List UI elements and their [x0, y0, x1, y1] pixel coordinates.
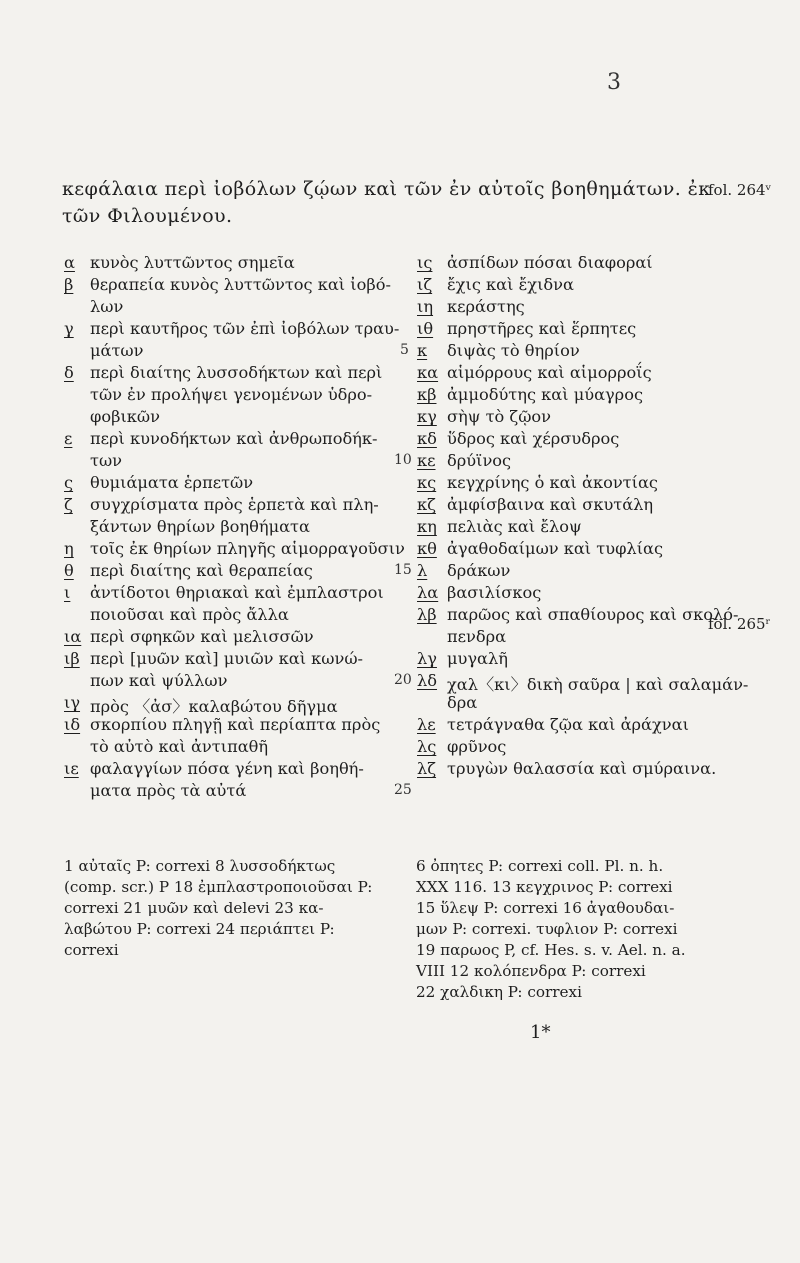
chapter-title: πων καὶ ψύλλων	[90, 671, 228, 690]
chapter-title: ἔχις καὶ ἔχιδνα	[447, 275, 574, 294]
chapter-title: περὶ σφηκῶν καὶ μελισσῶν	[90, 627, 314, 646]
chapter-number: κγ	[417, 407, 437, 426]
chapter-title: περὶ κυνοδήκτων καὶ ἀνθρωποδήκ-	[90, 429, 378, 448]
chapter-title: ποιοῦσαι καὶ πρὸς ἄλλα	[90, 605, 289, 624]
chapter-number: δ	[64, 363, 74, 382]
chapter-title: φοβικῶν	[90, 407, 160, 426]
apparatus-line: correxi 21 μυῶν καὶ delevi 23 κα-	[64, 899, 324, 917]
chapter-title: πελιὰς καὶ ἔλοψ	[447, 517, 582, 536]
apparatus-line: correxi	[64, 941, 119, 959]
chapter-title: θεραπεία κυνὸς λυττῶντος καὶ ἰοβό-	[90, 275, 391, 294]
line-number: 10	[394, 452, 412, 468]
chapter-number: κζ	[417, 495, 436, 514]
apparatus-line: λαβώτου P: correxi 24 περιάπτει P:	[64, 920, 335, 938]
apparatus-left	[64, 856, 372, 961]
chapter-title: παρῶος καὶ σπαθίουρος καὶ σκολό-	[447, 605, 739, 624]
apparatus-line: 1 αὐταῖς P: correxi 8 λυσσοδήκτως	[64, 857, 336, 875]
chapter-title: λων	[90, 297, 124, 316]
chapter-title: δρα	[447, 693, 478, 712]
apparatus-line: XXX 116. 13 κεγχρινος P: correxi	[416, 878, 673, 896]
chapter-title: σκορπίου πληγῇ καὶ περίαπτα πρὸς	[90, 715, 381, 734]
chapter-number: ιδ	[64, 715, 81, 734]
chapter-number: ς	[64, 473, 74, 492]
chapter-number: λβ	[417, 605, 437, 624]
chapter-number: ις	[417, 253, 433, 272]
folio-note-264v: fol. 264ᵛ	[708, 181, 772, 199]
line-number: 20	[394, 672, 412, 688]
chapter-title: κεγχρίνης ὁ καὶ ἀκοντίας	[447, 473, 658, 492]
signature-mark: 1*	[530, 1022, 551, 1043]
chapter-title: ξάντων θηρίων βοηθήματα	[90, 517, 310, 536]
chapter-number: η	[64, 539, 74, 558]
chapter-number: κα	[417, 363, 439, 382]
chapter-title: ἀσπίδων πόσαι διαφοραί	[447, 253, 653, 272]
chapter-number: θ	[64, 561, 74, 580]
chapter-number: ιθ	[417, 319, 434, 338]
line-number: 25	[394, 782, 412, 798]
chapter-title: ἀμμοδύτης καὶ μύαγρος	[447, 385, 644, 404]
chapter-number: λδ	[417, 671, 438, 690]
heading-line-2: τῶν Φιλουμένου.	[62, 205, 233, 227]
chapter-number: κς	[417, 473, 437, 492]
apparatus-line: VIII 12 κολόπενδρα P: correxi	[416, 962, 646, 980]
chapter-title: ματα πρὸς τὰ αὐτά	[90, 781, 247, 800]
chapter-number: ι	[64, 583, 71, 602]
chapter-number: λ	[417, 561, 428, 580]
apparatus-right	[416, 856, 686, 1003]
chapter-number: ιζ	[417, 275, 433, 294]
chapter-number: ζ	[64, 495, 73, 514]
apparatus-line: 19 παρωος P, cf. Hes. s. v. Ael. n. a.	[416, 941, 686, 959]
chapter-number: ιη	[417, 297, 434, 316]
chapter-number: ια	[64, 627, 82, 646]
chapter-number: ε	[64, 429, 73, 448]
chapter-title: διψὰς τὸ θηρίον	[447, 341, 580, 360]
chapter-title: ἀντίδοτοι θηριακαὶ καὶ ἐμπλαστροι	[90, 583, 384, 602]
chapter-title: περὶ [μυῶν καὶ] μυιῶν καὶ κωνώ-	[90, 649, 364, 668]
folio-note-265r: fol. 265ʳ	[708, 615, 771, 633]
chapter-title: δράκων	[447, 561, 511, 580]
chapter-number: β	[64, 275, 74, 294]
chapter-title: μυγαλῆ	[447, 649, 508, 668]
chapter-number: α	[64, 253, 75, 272]
chapter-title: τὸ αὐτὸ καὶ ἀντιπαθῆ	[90, 737, 269, 756]
chapter-title: φαλαγγίων πόσα γένη καὶ βοηθή-	[90, 759, 364, 778]
chapter-number: κε	[417, 451, 436, 470]
line-number: 15	[394, 562, 412, 578]
chapter-title: βασιλίσκος	[447, 583, 542, 602]
chapter-number: κδ	[417, 429, 437, 448]
heading-line-1: κεφάλαια περὶ ἰοβόλων ζῴων καὶ τῶν ἐν αὐτοῖς βοηθημάτων. ἐκ	[62, 178, 711, 200]
chapter-title: ὕδρος καὶ χέρσυδρος	[447, 429, 620, 448]
chapter-number: γ	[64, 319, 74, 338]
chapter-title: πενδρα	[447, 627, 507, 646]
chapter-title: τῶν ἐν προλήψει γενομένων ὑδρο-	[90, 385, 373, 404]
chapter-number: ιβ	[64, 649, 80, 668]
chapter-title: σὴψ τὸ ζῷον	[447, 407, 551, 426]
chapter-title: μάτων	[90, 341, 144, 360]
chapter-number: κ	[417, 341, 428, 360]
chapter-title: τρυγὼν θαλασσία καὶ σμύραινα.	[447, 759, 717, 778]
chapter-title: χαλ〈κι〉δικὴ σαῦρα | καὶ σαλαμάν-	[447, 675, 749, 694]
chapter-number: κη	[417, 517, 437, 536]
chapter-title: δρύϊνος	[447, 451, 512, 470]
apparatus-line: (comp. scr.) P 18 ἐμπλαστροποιοῦσαι P:	[64, 878, 373, 896]
chapter-number: λα	[417, 583, 439, 602]
chapter-title: συγχρίσματα πρὸς ἑρπετὰ καὶ πλη-	[90, 495, 379, 514]
chapter-title: πρὸς 〈ἀσ〉καλαβώτου δῆγμα	[90, 697, 338, 716]
chapter-title: κεράστης	[447, 297, 525, 316]
chapter-number: ιε	[64, 759, 79, 778]
line-number: 5	[400, 342, 409, 358]
apparatus-line: 22 χαλδικη P: correxi	[416, 983, 582, 1001]
apparatus-line: 6 ὀπητες P: correxi coll. Pl. n. h.	[416, 857, 664, 875]
chapter-title: περὶ διαίτης λυσσοδήκτων καὶ περὶ	[90, 363, 383, 382]
chapter-number: κθ	[417, 539, 437, 558]
chapter-title: φρῦνος	[447, 737, 507, 756]
chapter-title: αἱμόρρους καὶ αἱμορροΐς	[447, 363, 652, 382]
chapter-title: κυνὸς λυττῶντος σημεῖα	[90, 253, 295, 272]
chapter-title: θυμιάματα ἑρπετῶν	[90, 473, 254, 492]
chapter-title: ἀμφίσβαινα καὶ σκυτάλη	[447, 495, 654, 514]
apparatus-line: 15 ὕλεψ P: correxi 16 ἀγαθουδαι-	[416, 899, 675, 917]
chapter-title: περὶ διαίτης καὶ θεραπείας	[90, 561, 313, 580]
chapter-title: ἀγαθοδαίμων καὶ τυφλίας	[447, 539, 664, 558]
apparatus-line: μων P: correxi. τυφλιον P: correxi	[416, 920, 678, 938]
chapter-number: λγ	[417, 649, 437, 668]
chapter-number: ιγ	[64, 693, 81, 712]
chapter-number: λε	[417, 715, 436, 734]
page-number: 3	[607, 70, 621, 95]
chapter-title: περὶ καυτῆρος τῶν ἐπὶ ἰοβόλων τραυ-	[90, 319, 400, 338]
chapter-title: τοῖς ἐκ θηρίων πληγῆς αἱμορραγοῦσιν	[90, 539, 405, 558]
chapter-title: πρηστῆρες καὶ ἕρπητες	[447, 319, 637, 338]
chapter-number: λζ	[417, 759, 437, 778]
chapter-title: τετράγναθα ζῷα καὶ ἀράχναι	[447, 715, 689, 734]
chapter-title: των	[90, 451, 122, 470]
chapter-number: κβ	[417, 385, 437, 404]
chapter-number: λς	[417, 737, 437, 756]
